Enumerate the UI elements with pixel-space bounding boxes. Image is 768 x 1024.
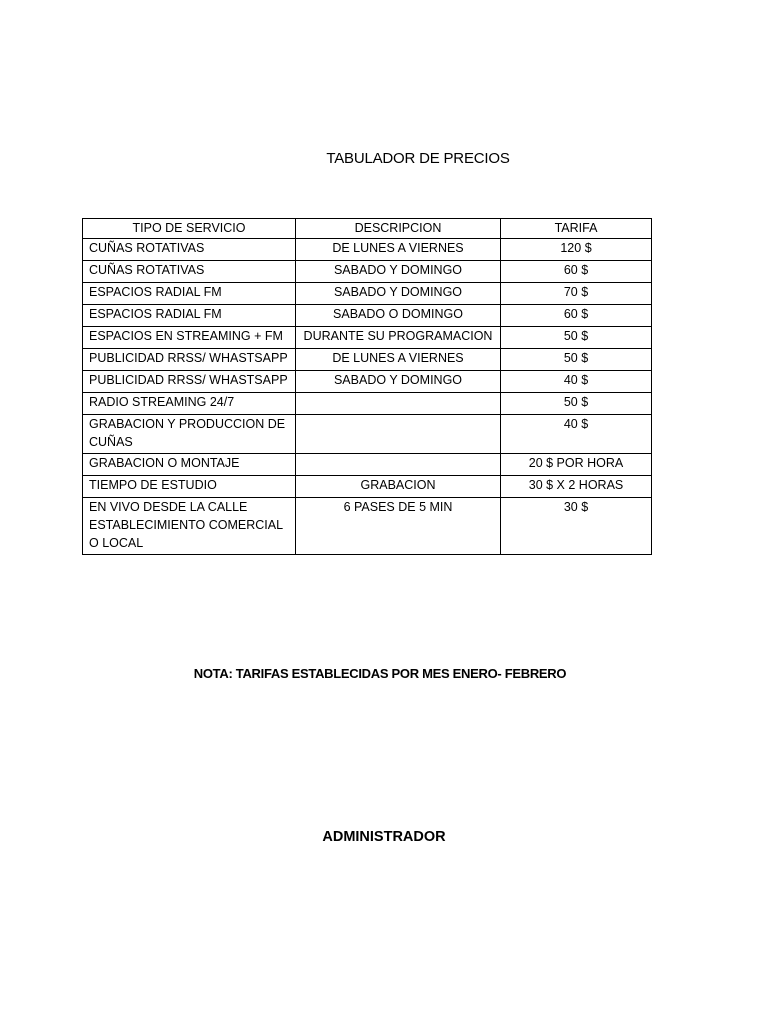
description-cell: DE LUNES A VIERNES: [296, 349, 501, 371]
rate-cell: 60 $: [501, 261, 652, 283]
table-row: [83, 261, 652, 283]
service-cell: ESPACIOS RADIAL FM: [83, 283, 296, 305]
service-cell: TIEMPO DE ESTUDIO: [83, 476, 296, 498]
column-header-service: TIPO DE SERVICIO: [83, 219, 296, 239]
table-row: [83, 305, 652, 327]
service-cell: GRABACION Y PRODUCCION DE CUÑAS: [83, 415, 296, 454]
signature-label: ADMINISTRADOR: [322, 829, 446, 845]
description-cell: DURANTE SU PROGRAMACION: [296, 327, 501, 349]
document-title: [0, 150, 768, 167]
description-cell: SABADO Y DOMINGO: [296, 261, 501, 283]
description-cell: [296, 393, 501, 415]
rate-cell: 70 $: [501, 283, 652, 305]
description-cell: [296, 415, 501, 454]
service-cell: RADIO STREAMING 24/7: [83, 393, 296, 415]
table-row: [83, 349, 652, 371]
service-cell: PUBLICIDAD RRSS/ WHASTSAPP: [83, 371, 296, 393]
table-row: [83, 239, 652, 261]
rate-cell: 50 $: [501, 393, 652, 415]
table-row: [83, 283, 652, 305]
service-cell: CUÑAS ROTATIVAS: [83, 239, 296, 261]
service-cell: ESPACIOS EN STREAMING + FM: [83, 327, 296, 349]
table-header-row: [83, 219, 652, 239]
rate-cell: 120 $: [501, 239, 652, 261]
rate-cell: 50 $: [501, 349, 652, 371]
rate-cell: 60 $: [501, 305, 652, 327]
column-header-rate: TARIFA: [501, 219, 652, 239]
service-cell: PUBLICIDAD RRSS/ WHASTSAPP: [83, 349, 296, 371]
table-row: [83, 476, 652, 498]
document-title-text: TABULADOR DE PRECIOS: [326, 150, 510, 167]
description-cell: SABADO O DOMINGO: [296, 305, 501, 327]
rate-cell: 40 $: [501, 371, 652, 393]
rate-cell: 40 $: [501, 415, 652, 454]
description-cell: 6 PASES DE 5 MIN: [296, 498, 501, 555]
description-cell: DE LUNES A VIERNES: [296, 239, 501, 261]
rates-note: NOTA: TARIFAS ESTABLECIDAS POR MES ENERO- FEBRERO: [193, 666, 567, 681]
rate-cell: 30 $: [501, 498, 652, 555]
column-header-description: DESCRIPCION: [296, 219, 501, 239]
table-row: [83, 415, 652, 454]
table-row: [83, 498, 652, 555]
price-table: [82, 218, 652, 555]
description-cell: SABADO Y DOMINGO: [296, 283, 501, 305]
table-row: [83, 454, 652, 476]
description-cell: SABADO Y DOMINGO: [296, 371, 501, 393]
rate-cell: 30 $ X 2 HORAS: [501, 476, 652, 498]
table-row: [83, 371, 652, 393]
service-cell: GRABACION O MONTAJE: [83, 454, 296, 476]
rate-cell: 20 $ POR HORA: [501, 454, 652, 476]
table-row: [83, 393, 652, 415]
service-cell: ESPACIOS RADIAL FM: [83, 305, 296, 327]
description-cell: [296, 454, 501, 476]
service-cell: EN VIVO DESDE LA CALLE ESTABLECIMIENTO COMERCIAL O LOCAL: [83, 498, 296, 555]
service-cell: CUÑAS ROTATIVAS: [83, 261, 296, 283]
rate-cell: 50 $: [501, 327, 652, 349]
table-row: [83, 327, 652, 349]
description-cell: GRABACION: [296, 476, 501, 498]
